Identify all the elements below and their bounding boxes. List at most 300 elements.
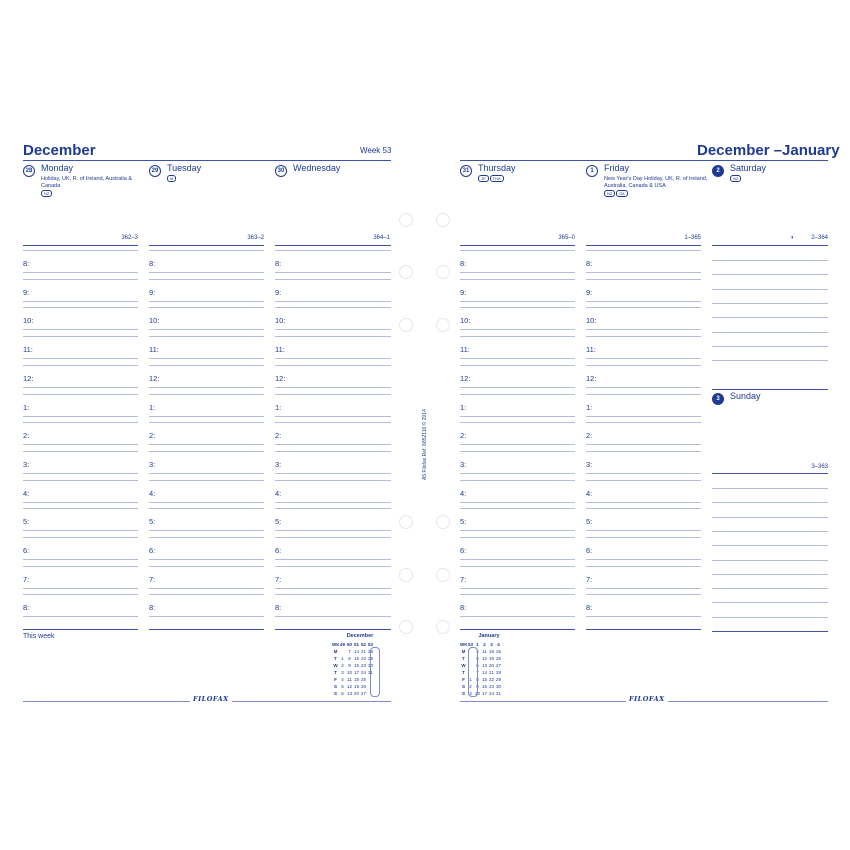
hour-line <box>149 451 264 452</box>
hour-line <box>460 279 575 280</box>
day-note <box>478 175 588 183</box>
hour-line <box>23 616 138 617</box>
hour-line <box>149 616 264 617</box>
calendar-date: 25 <box>495 649 501 654</box>
hour-line <box>23 358 138 359</box>
hour-label: 9: <box>586 287 593 297</box>
column-rule <box>149 245 264 246</box>
hour-line <box>149 250 264 251</box>
calendar-date: 7 <box>476 670 479 675</box>
hour-label: 8: <box>149 603 156 613</box>
day-count: 3–363 <box>811 464 828 470</box>
hour-label: 10: <box>275 316 286 326</box>
current-week-highlight <box>468 647 478 697</box>
calendar-weekday: S <box>333 691 337 696</box>
hour-line <box>586 502 701 503</box>
filofax-logo: FILOFAX <box>190 695 232 703</box>
binder-hole <box>436 318 450 332</box>
hour-line <box>149 559 264 560</box>
calendar-date: 24 <box>360 670 366 675</box>
hour-label: 1: <box>275 402 282 412</box>
hour-line <box>275 307 391 308</box>
left-page <box>10 128 415 718</box>
calendar-date: 31 <box>367 670 373 675</box>
binder-hole <box>399 515 413 529</box>
binder-hole <box>436 265 450 279</box>
day-number: 30 <box>275 165 287 177</box>
calendar-date: 14 <box>481 670 487 675</box>
column-bottom-rule <box>586 629 701 630</box>
hour-line <box>275 329 391 330</box>
hour-line <box>275 444 391 445</box>
hour-label: 2: <box>23 431 30 441</box>
mini-calendar <box>460 641 502 697</box>
hour-line <box>460 530 575 531</box>
calendar-date: 31 <box>495 691 501 696</box>
binder-hole <box>436 568 450 582</box>
calendar-date: 4 <box>341 677 344 682</box>
column-bottom-rule <box>149 629 264 630</box>
calendar-date: 30 <box>495 684 501 689</box>
calendar-header-cell: 53 <box>367 642 373 647</box>
calendar-date: 15 <box>353 656 359 661</box>
hour-line <box>275 422 391 423</box>
hour-line <box>586 301 701 302</box>
hour-line <box>275 480 391 481</box>
day-number: 2 <box>712 165 724 177</box>
day-number: 28 <box>23 165 35 177</box>
hour-line <box>586 616 701 617</box>
country-badge: THA <box>490 175 504 182</box>
note-line <box>712 517 828 518</box>
note-line <box>712 303 828 304</box>
hour-line <box>275 537 391 538</box>
hour-line <box>23 329 138 330</box>
note-line <box>712 488 828 489</box>
calendar-date: 10 <box>474 691 480 696</box>
hour-line <box>586 588 701 589</box>
hour-line <box>460 301 575 302</box>
hour-label: 3: <box>275 459 282 469</box>
calendar-weekday: S <box>461 691 465 696</box>
calendar-date: 17 <box>481 691 487 696</box>
calendar-date: 29 <box>495 677 501 682</box>
day-number: 29 <box>149 165 161 177</box>
calendar-weekday: T <box>334 656 337 661</box>
note-line <box>712 617 828 618</box>
hour-label: 12: <box>275 373 286 383</box>
hour-line <box>586 530 701 531</box>
hour-line <box>586 422 701 423</box>
hour-line <box>460 250 575 251</box>
day-count: 365–0 <box>558 235 575 241</box>
binder-hole <box>399 265 413 279</box>
hour-line <box>149 502 264 503</box>
hour-line <box>586 279 701 280</box>
mini-calendar-title: December <box>346 633 374 639</box>
hour-label: 6: <box>460 546 467 555</box>
calendar-date: 22 <box>360 656 366 661</box>
hour-line <box>275 272 391 273</box>
hour-label: 10: <box>23 316 34 326</box>
hour-line <box>149 594 264 595</box>
hour-label: 3: <box>586 459 593 469</box>
calendar-header-cell: 1 <box>476 642 479 647</box>
calendar-date: 28 <box>495 670 501 675</box>
calendar-weekday: F <box>462 677 465 682</box>
hour-line <box>23 473 138 474</box>
column-bottom-rule <box>23 629 138 630</box>
hour-line <box>275 336 391 337</box>
binder-hole <box>399 568 413 582</box>
calendar-date: 28 <box>367 649 373 654</box>
hour-line <box>149 480 264 481</box>
note-line <box>712 332 828 333</box>
hour-line <box>275 279 391 280</box>
calendar-weekday: S <box>461 684 465 689</box>
hour-line <box>586 566 701 567</box>
day-name: Tuesday <box>167 163 202 173</box>
hour-line <box>275 566 391 567</box>
current-week-highlight <box>370 647 380 697</box>
binder-hole <box>399 318 413 332</box>
calendar-weekday: M <box>333 649 338 654</box>
calendar-weekday: F <box>334 677 337 682</box>
hour-line <box>149 588 264 589</box>
hour-label: 3: <box>149 459 156 469</box>
calendar-date: 6 <box>341 691 344 696</box>
hour-line <box>275 502 391 503</box>
calendar-date: 22 <box>488 677 494 682</box>
hour-line <box>460 358 575 359</box>
hour-line <box>23 365 138 366</box>
hour-line <box>586 365 701 366</box>
hour-line <box>149 422 264 423</box>
hour-line <box>460 272 575 273</box>
hour-line <box>460 451 575 452</box>
hour-line <box>23 508 138 509</box>
calendar-date: 19 <box>353 684 359 689</box>
note-line <box>712 560 828 561</box>
hour-line <box>460 594 575 595</box>
note-line <box>712 317 828 318</box>
hour-line <box>23 502 138 503</box>
hour-line <box>275 616 391 617</box>
hour-label: 12: <box>586 373 597 383</box>
hour-line <box>149 530 264 531</box>
hour-label: 9: <box>460 287 467 297</box>
sunday-count-rule <box>712 473 828 474</box>
hour-label: 3: <box>460 459 467 469</box>
hour-label: 6: <box>149 546 156 555</box>
hour-line <box>275 594 391 595</box>
hour-line <box>149 336 264 337</box>
calendar-date: 11 <box>482 649 487 654</box>
note-line <box>712 274 828 275</box>
mini-calendar <box>332 641 374 697</box>
hour-line <box>23 559 138 560</box>
hour-line <box>586 473 701 474</box>
calendar-date: 20 <box>353 691 359 696</box>
hour-line <box>23 537 138 538</box>
hour-label: 1: <box>586 402 593 412</box>
hour-line <box>586 416 701 417</box>
sunday-rule <box>712 389 828 390</box>
hour-label: 8: <box>149 259 156 268</box>
calendar-date: 3 <box>469 691 472 696</box>
hour-line <box>586 307 701 308</box>
left-page-title: December <box>23 142 96 159</box>
calendar-date: 13 <box>346 691 352 696</box>
hour-line <box>149 301 264 302</box>
calendar-header-cell: 50 <box>346 642 352 647</box>
column-rule <box>23 245 138 246</box>
calendar-header-cell: 49 <box>339 642 345 647</box>
hour-line <box>149 387 264 388</box>
hour-label: 2: <box>586 431 593 441</box>
calendar-date: 20 <box>488 663 494 668</box>
calendar-header-cell: 53 <box>467 642 473 647</box>
hour-line <box>23 594 138 595</box>
hour-line <box>460 480 575 481</box>
note-line <box>712 260 828 261</box>
hour-label: 6: <box>23 546 30 555</box>
hour-line <box>23 422 138 423</box>
calendar-date: 16 <box>353 663 359 668</box>
hour-line <box>23 250 138 251</box>
calendar-weekday: T <box>462 670 465 675</box>
calendar-date: 2 <box>469 684 472 689</box>
hour-label: 11: <box>275 345 285 355</box>
hour-label: 8: <box>275 259 282 268</box>
filofax-logo: FILOFAX <box>626 695 668 703</box>
header-rule <box>23 160 391 161</box>
hour-line <box>149 394 264 395</box>
country-badge: SA <box>616 190 627 197</box>
hour-line <box>23 301 138 302</box>
country-badge: M <box>167 175 176 182</box>
hour-label: 8: <box>23 603 30 613</box>
header-rule <box>460 160 828 161</box>
day-name: Wednesday <box>293 163 341 173</box>
hour-line <box>275 559 391 560</box>
hour-label: 5: <box>149 517 156 527</box>
calendar-header-cell: 3 <box>490 642 493 647</box>
calendar-date: 26 <box>495 656 501 661</box>
calendar-date: 21 <box>488 670 494 675</box>
hour-label: 6: <box>275 546 282 555</box>
hour-line <box>275 473 391 474</box>
hour-line <box>586 451 701 452</box>
calendar-date: 12 <box>481 656 487 661</box>
hour-line <box>275 301 391 302</box>
calendar-date: 27 <box>360 691 366 696</box>
day-count: 363–2 <box>247 235 264 241</box>
hour-line <box>149 279 264 280</box>
hour-line <box>149 473 264 474</box>
day-count: 364–1 <box>373 235 390 241</box>
binder-hole <box>436 620 450 634</box>
hour-label: 4: <box>275 488 282 498</box>
hour-line <box>149 566 264 567</box>
hour-line <box>275 530 391 531</box>
hour-label: 5: <box>586 517 593 527</box>
column-rule <box>712 245 828 246</box>
hour-line <box>23 336 138 337</box>
hour-line <box>460 365 575 366</box>
hour-label: 12: <box>149 373 160 383</box>
hour-line <box>23 444 138 445</box>
hour-line <box>586 272 701 273</box>
hour-line <box>275 358 391 359</box>
note-line <box>712 588 828 589</box>
hour-line <box>149 444 264 445</box>
calendar-date: 1 <box>469 677 472 682</box>
hour-line <box>460 559 575 560</box>
binder-hole <box>436 515 450 529</box>
calendar-date: 10 <box>346 670 352 675</box>
hour-line <box>23 394 138 395</box>
calendar-weekday: W <box>461 663 466 668</box>
binder-hole <box>399 213 413 227</box>
hour-line <box>149 537 264 538</box>
calendar-date: 2 <box>341 663 344 668</box>
calendar-date: 3 <box>341 670 344 675</box>
day-note <box>41 176 151 198</box>
day-name: Saturday <box>730 163 767 173</box>
hour-line <box>586 336 701 337</box>
hour-label: 1: <box>460 402 467 412</box>
country-badge: JP <box>478 175 489 182</box>
day-count: 1–365 <box>684 235 701 241</box>
hour-line <box>275 508 391 509</box>
day-name: Monday <box>41 163 74 173</box>
hour-line <box>149 307 264 308</box>
hour-line <box>460 588 575 589</box>
hour-line <box>275 365 391 366</box>
spine-text: A5 Filofax Ref. 6852116 © 2014 <box>422 409 428 480</box>
hour-line <box>23 387 138 388</box>
hour-label: 10: <box>149 316 160 326</box>
day-note <box>167 175 277 183</box>
calendar-date: 25 <box>360 677 366 682</box>
day-count: 362–3 <box>121 235 138 241</box>
hour-line <box>23 480 138 481</box>
hour-label: 10: <box>586 316 597 326</box>
hour-label: 8: <box>586 259 593 268</box>
day-number: 31 <box>460 165 472 177</box>
mini-calendar-grid <box>332 641 374 697</box>
hour-label: 4: <box>460 488 467 498</box>
calendar-date: 29 <box>367 656 373 661</box>
hour-line <box>149 358 264 359</box>
hour-label: 8: <box>460 259 467 268</box>
hour-line <box>275 588 391 589</box>
hour-label: 10: <box>460 316 471 326</box>
sunday-bottom-rule <box>712 631 828 632</box>
hour-label: 5: <box>23 517 30 527</box>
holiday-note: New Year's Day Holiday, UK, R. of Ireland, Australia, Canada & USA <box>604 176 708 189</box>
hour-line <box>149 329 264 330</box>
week-label: Week 53 <box>360 146 392 155</box>
hour-line <box>460 422 575 423</box>
calendar-header-cell: 52 <box>360 642 366 647</box>
calendar-date: 30 <box>367 663 373 668</box>
hour-label: 6: <box>586 546 593 555</box>
hour-label: 1: <box>149 402 156 412</box>
note-line <box>712 346 828 347</box>
hour-line <box>460 336 575 337</box>
calendar-date: 6 <box>476 663 479 668</box>
hour-label: 2: <box>275 431 282 441</box>
calendar-date: 4 <box>476 649 479 654</box>
calendar-date: 16 <box>481 684 487 689</box>
calendar-date: 18 <box>488 649 494 654</box>
hour-line <box>23 530 138 531</box>
hour-line <box>275 416 391 417</box>
right-page <box>433 128 838 718</box>
calendar-date: 19 <box>488 656 494 661</box>
hour-line <box>460 307 575 308</box>
calendar-date: 15 <box>481 677 487 682</box>
hour-line <box>460 616 575 617</box>
hour-label: 5: <box>460 517 467 527</box>
mini-calendar-grid <box>460 641 502 697</box>
day-name: Friday <box>604 163 630 173</box>
hour-line <box>586 444 701 445</box>
calendar-date: 24 <box>488 691 494 696</box>
hour-label: 4: <box>149 488 156 498</box>
hour-label: 12: <box>23 373 34 383</box>
calendar-date: 12 <box>346 684 352 689</box>
calendar-header-cell: WK <box>460 642 468 647</box>
hour-line <box>23 451 138 452</box>
right-page-title: December –January <box>697 142 840 159</box>
hour-label: 7: <box>586 574 593 584</box>
hour-label: 1: <box>23 402 30 412</box>
this-week-label: This week <box>23 633 55 640</box>
hour-label: 8: <box>23 259 30 268</box>
hour-label: 9: <box>275 287 282 297</box>
calendar-date: 5 <box>476 656 479 661</box>
hour-line <box>23 272 138 273</box>
hour-label: 8: <box>586 603 593 613</box>
calendar-date: 26 <box>360 684 366 689</box>
day-count: 2–364 <box>811 235 828 241</box>
hour-line <box>275 394 391 395</box>
calendar-date: 14 <box>353 649 359 654</box>
hour-line <box>23 307 138 308</box>
calendar-date: 13 <box>481 663 487 668</box>
calendar-weekday: S <box>333 684 337 689</box>
hour-line <box>149 272 264 273</box>
hour-label: 11: <box>149 345 159 355</box>
hour-label: 2: <box>460 431 467 441</box>
hour-line <box>460 387 575 388</box>
hour-label: 4: <box>23 488 30 498</box>
hour-line <box>586 594 701 595</box>
hour-line <box>460 502 575 503</box>
hour-label: 9: <box>149 287 156 297</box>
hour-label: 9: <box>23 287 30 297</box>
calendar-date: 18 <box>353 677 359 682</box>
calendar-header-cell: 4 <box>497 642 500 647</box>
note-line <box>712 545 828 546</box>
day-name: Thursday <box>478 163 516 173</box>
hour-line <box>275 451 391 452</box>
hour-line <box>149 416 264 417</box>
calendar-date: 8 <box>476 677 479 682</box>
